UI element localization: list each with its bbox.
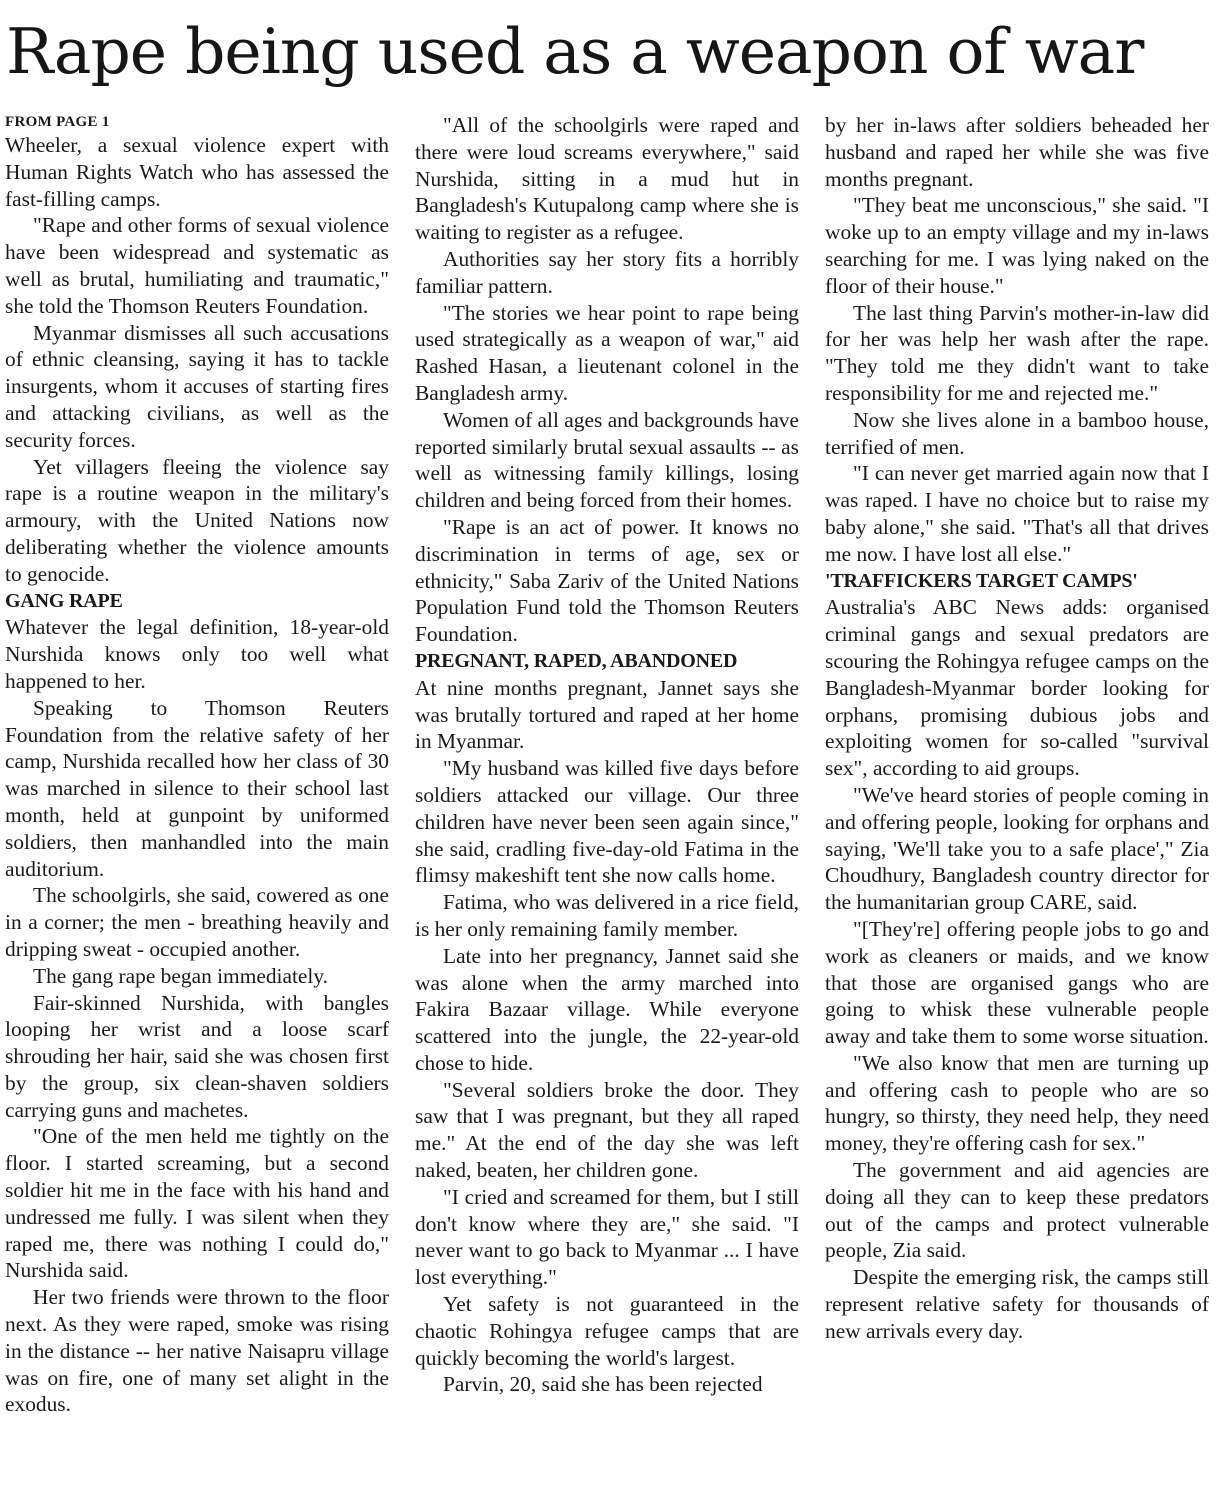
article-paragraph: Women of all ages and backgrounds have reported similarly brutal sexual assaults -- as well as witnessing family killings, losing children and being forced from their homes.	[415, 407, 799, 513]
article-paragraph: Wheeler, a sexual violence expert with Human Rights Watch who has assessed the fast-filling camps.	[5, 133, 389, 211]
article-paragraph: Despite the emerging risk, the camps still represent relative safety for thousands of new arrivals every day.	[825, 1265, 1209, 1343]
article-paragraph: The last thing Parvin's mother-in-law did for her was help her wash after the rape. "They told me they didn't want to take responsibility for me and rejected me."	[825, 300, 1209, 405]
article-paragraph: Myanmar dismisses all such accusations of ethnic cleansing, saying it has to tackle insurgents, whom it accuses of starting fires and attacking civilians, as well as the security forces.	[5, 320, 389, 452]
article-column-1	[5, 112, 389, 1492]
article-paragraph: "My husband was killed five days before soldiers attacked our village. Our three children have never been seen again since," she said, cradling five-day-old Fatima in the flimsy makeshift tent she now calls home.	[415, 756, 799, 888]
article-paragraph: The schoolgirls, she said, cowered as one in a corner; the men - breathing heavily and dripping sweat - occupied another.	[5, 883, 389, 961]
article-paragraph: "Rape and other forms of sexual violence have been widespread and systematic as well as brutal, humiliating and traumatic," she told the Thomson Reuters Foundation.	[5, 213, 389, 318]
article-column-2	[415, 112, 799, 1492]
article-paragraph: Late into her pregnancy, Jannet said she was alone when the army marched into Fakira Bazaar village. While everyone scattered into the jungle, the 22-year-old chose to hide.	[415, 943, 799, 1075]
section-subhead: GANG RAPE	[5, 589, 123, 612]
article-paragraph: Her two friends were thrown to the floor next. As they were raped, smoke was rising in the distance -- her native Naisapru village was on fire, one of many set alight in the exodus.	[5, 1285, 389, 1417]
article-paragraph: "They beat me unconscious," she said. "I woke up to an empty village and my in-laws searching for me. I was lying naked on the floor of their house."	[825, 193, 1209, 298]
article-paragraph: Fair-skinned Nurshida, with bangles looping her wrist and a loose scarf shrouding her hair, said she was chosen first by the group, six clean-shaven soldiers carrying guns and machetes.	[5, 990, 389, 1122]
article-column-3	[825, 112, 1209, 1492]
from-page-label: FROM PAGE 1	[5, 114, 110, 130]
article-paragraph: "One of the men held me tightly on the floor. I started screaming, but a second soldier hit me in the face with his hand and undressed me fully. I was silent when they raped me, there was nothing I could do," Nurshida said.	[5, 1124, 389, 1283]
article-paragraph: "[They're] offering people jobs to go and work as cleaners or maids, and we know that those are organised gangs who are going to whisk these vulnerable people away and take them to some worse situation.	[825, 916, 1209, 1049]
article-paragraph: The gang rape began immediately.	[33, 963, 328, 988]
article-paragraph: "All of the schoolgirls were raped and there were loud screams everywhere," said Nurshida, sitting in a mud hut in Bangladesh's Kutupalong camp where she is waiting to register as a refugee.	[415, 113, 799, 245]
article-paragraph: "I can never get married again now that I was raped. I have no choice but to raise my baby alone," she said. "That's all that drives me now. I have lost all else."	[825, 461, 1209, 566]
article-paragraph: "Rape is an act of power. It knows no discrimination in terms of age, sex or ethnicity," Saba Zariv of the United Nations Population Fund told the Thomson Reuters Foundation.	[415, 514, 799, 647]
article-paragraph: "I cried and screamed for them, but I still don't know where they are," she said. "I never want to go back to Myanmar ... I have lost everything."	[415, 1184, 799, 1290]
section-subhead: 'TRAFFICKERS TARGET CAMPS'	[825, 569, 1138, 592]
article-paragraph: At nine months pregnant, Jannet says she was brutally tortured and raped at her home in Myanmar.	[415, 675, 799, 754]
article-paragraph: "Several soldiers broke the door. They saw that I was pregnant, but they all raped me." At the end of the day she was left naked, beaten, her children gone.	[415, 1077, 799, 1183]
article-paragraph: Authorities say her story fits a horribly familiar pattern.	[415, 246, 799, 298]
article-paragraph: by her in-laws after soldiers beheaded her husband and raped her while she was five months pregnant.	[825, 113, 1209, 191]
article-paragraph: The government and aid agencies are doing all they can to keep these predators out of the camps and protect vulnerable people, Zia said.	[825, 1158, 1209, 1263]
article-paragraph: Yet safety is not guaranteed in the chaotic Rohingya refugee camps that are quickly becoming the world's largest.	[415, 1292, 799, 1370]
article-paragraph: Whatever the legal definition, 18-year-old Nurshida knows only too well what happened to her.	[5, 615, 389, 693]
article-paragraph: "The stories we hear point to rape being used strategically as a weapon of war," aid Rashed Hasan, a lieutenant colonel in the Bangladesh army.	[415, 300, 799, 405]
article-paragraph: Now she lives alone in a bamboo house, terrified of men.	[825, 407, 1209, 459]
article-paragraph: Speaking to Thomson Reuters Foundation from the relative safety of her camp, Nurshida recalled how her class of 30 was marched in silence to their school last month, held at gunpoint by uniformed soldiers, then manhandled into the main auditorium.	[5, 695, 389, 881]
article-paragraph: Australia's ABC News adds: organised criminal gangs and sexual predators are scouring the Rohingya refugee camps on the Bangladesh-Myanmar border looking for orphans, promising dubious jobs and exploiting women for so-called "survival sex", according to aid groups.	[825, 595, 1209, 781]
article-headline: Rape being used as a weapon of war	[6, 15, 1144, 88]
section-subhead: PREGNANT, RAPED, ABANDONED	[415, 649, 738, 672]
article-paragraph: Yet villagers fleeing the violence say rape is a routine weapon in the military's armoury, with the United Nations now deliberating whether the violence amounts to genocide.	[5, 454, 389, 586]
article-paragraph: Fatima, who was delivered in a rice field, is her only remaining family member.	[415, 890, 799, 941]
article-paragraph: Parvin, 20, said she has been rejected	[443, 1372, 763, 1397]
article-paragraph: "We also know that men are turning up and offering cash to people who are so hungry, so thirsty, they need help, they need money, they're offering cash for sex."	[825, 1050, 1209, 1156]
article-paragraph: "We've heard stories of people coming in and offering people, looking for orphans and saying, 'We'll take you to a safe place'," Zia Choudhury, Bangladesh country director for the humanitarian group CARE, said.	[825, 782, 1209, 915]
